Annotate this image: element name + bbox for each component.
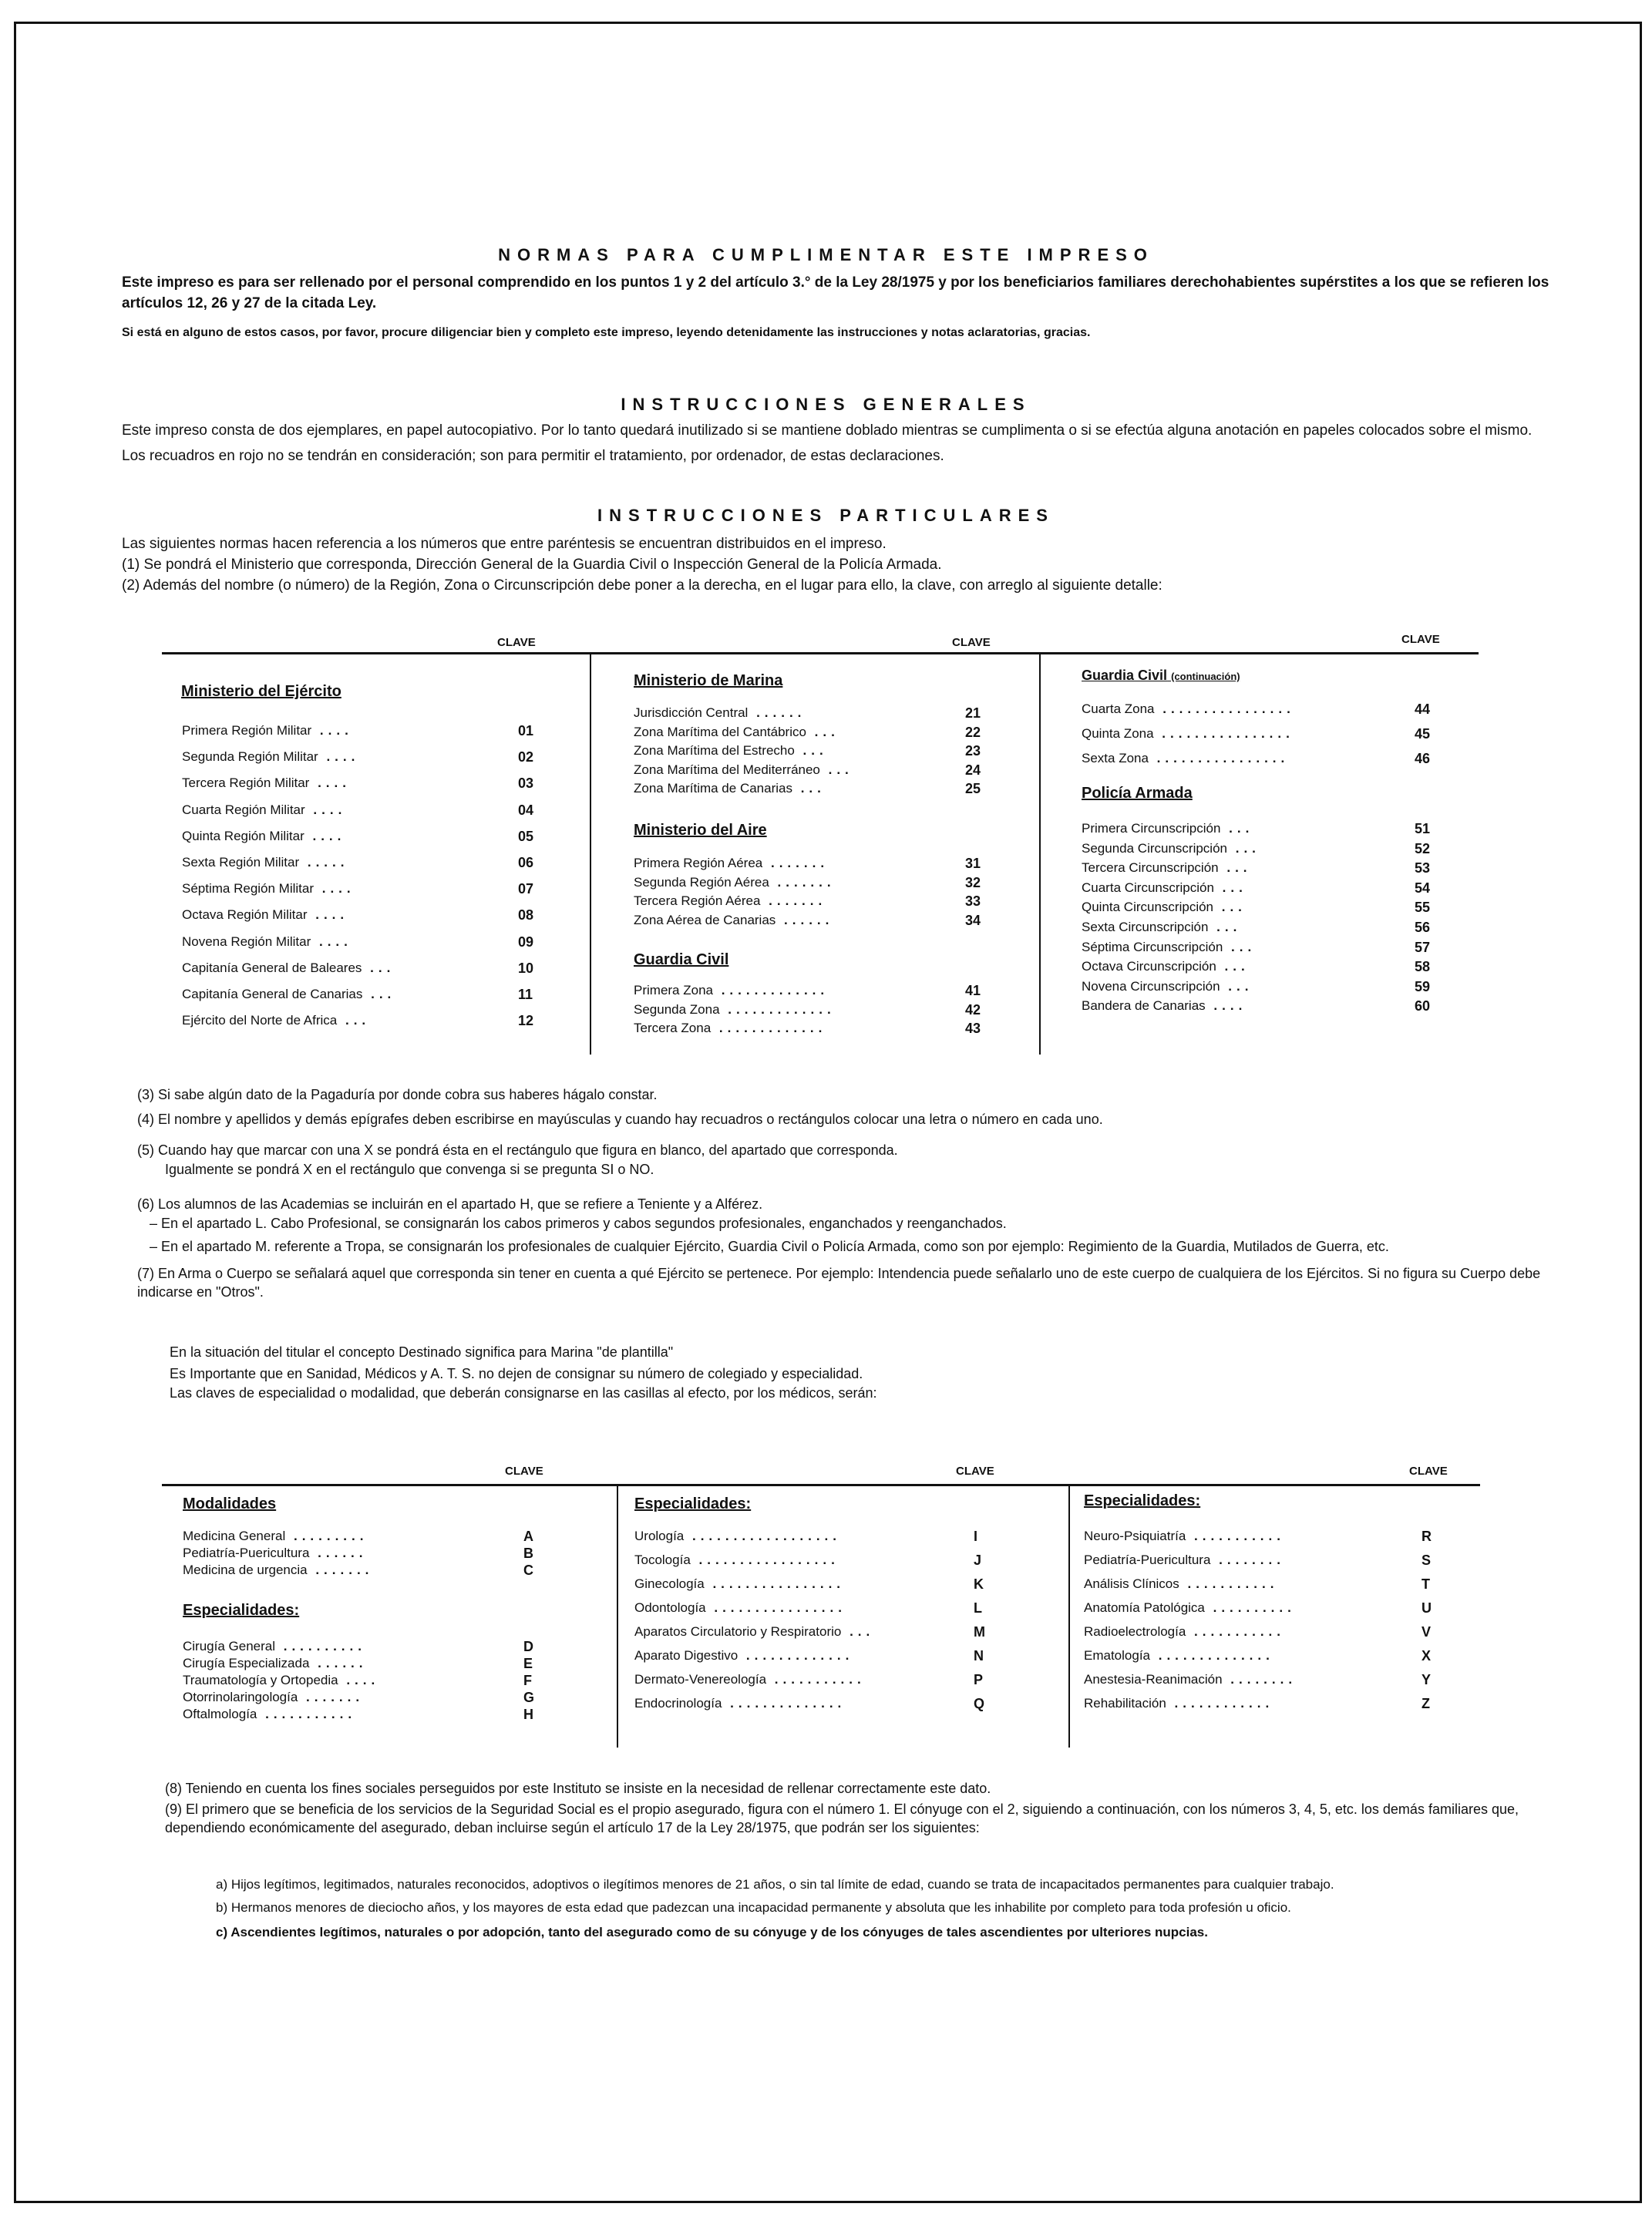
leader-dots: ....	[307, 907, 349, 923]
note-6a: (6) Los alumnos de las Academias se incluirán en el apartado H, que se refiere a Teniente y a Alférez.	[137, 1196, 763, 1212]
code-row	[1084, 1624, 1432, 1640]
code-row-label: Segunda Circunscripción	[1082, 840, 1227, 856]
code-row-label: Octava Circunscripción	[1082, 959, 1216, 974]
code-row-label: Traumatología y Ortopedia	[183, 1673, 338, 1687]
code-row	[183, 1546, 533, 1561]
especialidades-header-2: Especialidades:	[634, 1495, 752, 1512]
code-row-label: Anatomía Patológica	[1084, 1600, 1205, 1615]
code-row	[1082, 939, 1431, 955]
leader-dots: .....	[299, 855, 349, 870]
leader-dots: .............	[712, 983, 829, 997]
leader-dots: ................	[705, 1600, 846, 1615]
note-3: (3) Si sabe algún dato de la Pagaduría por donde cobra sus haberes hágalo constar.	[137, 1087, 658, 1102]
note-7: (7) En Arma o Cuerpo se señalará aquel que corresponda sin tener en cuenta a qué Ejército se pertenece. Por ejemplo: Intendencia puede señalarlo uno de este cuerpo de cualquiera de los Ejércitos. Si no figura su Cuerpo debe indicarse en "Otros".	[137, 1266, 1541, 1300]
leader-dots: ...	[794, 743, 828, 758]
code-row-label: Séptima Región Militar	[182, 881, 315, 897]
code-value: 51	[1415, 821, 1431, 836]
code-row-label: Segunda Región Militar	[182, 749, 318, 765]
leader-dots: ....	[338, 1673, 380, 1687]
note-5a: (5) Cuando hay que marcar con una X se pondrá ésta en el rectángulo que figura en blanco, del apartado que corresponda.	[137, 1142, 898, 1158]
leader-dots: ...	[1213, 900, 1247, 915]
code-row	[634, 912, 981, 928]
leader-dots: ...	[1220, 978, 1253, 994]
leader-dots: ................	[704, 1576, 846, 1591]
code-row	[634, 724, 981, 740]
sanidad-note: Es Importante que en Sanidad, Médicos y A. T. S. no dejen de consignar su número de colegiado y especialidad.	[170, 1366, 863, 1381]
code-value: P	[974, 1672, 984, 1687]
leader-dots: .................	[690, 1553, 839, 1567]
code-row-label: Ematología	[1084, 1648, 1150, 1663]
leader-dots: ..........	[275, 1639, 366, 1653]
leader-dots: ...........	[766, 1672, 866, 1687]
guardia-civil-cont-title: Guardia Civil	[1082, 668, 1168, 683]
code-row	[182, 802, 534, 818]
item-a: a) Hijos legítimos, legitimados, naturales reconocidos, adoptivos o ilegítimos menores de 21 años, o sin tal límite de edad, cuando se trata de incapacitados permanentes para cualquier trabajo.	[216, 1877, 1334, 1892]
note-5b: Igualmente se pondrá X en el rectángulo que convenga si se pregunta SI o NO.	[165, 1162, 654, 1177]
note-6b: – En el apartado L. Cabo Profesional, se consignarán los cabos primeros y cabos segundos profesionales, enganchados y reenganchados.	[150, 1216, 1007, 1231]
table1-divider-1	[590, 654, 591, 1055]
code-row	[182, 855, 534, 870]
situacion-note: En la situación del titular el concepto Destinado significa para Marina "de plantilla"	[170, 1344, 674, 1360]
ministerio-ejercito-header: Ministerio del Ejército	[181, 683, 342, 700]
code-row	[634, 1021, 981, 1036]
code-value: U	[1422, 1600, 1432, 1616]
code-value: 34	[965, 912, 981, 928]
code-value: 43	[965, 1021, 981, 1036]
leader-dots: .......	[769, 874, 836, 890]
leader-dots: ...	[806, 724, 839, 739]
code-row-label: Novena Región Militar	[182, 934, 311, 949]
code-row-label: Pediatría-Puericultura	[183, 1546, 310, 1560]
code-value: 21	[965, 705, 981, 721]
clave-header-1: CLAVE	[497, 636, 536, 649]
leader-dots: ......	[748, 705, 806, 720]
code-row-label: Aparato Digestivo	[634, 1648, 739, 1663]
code-row-label: Primera Zona	[634, 983, 713, 997]
code-row	[1084, 1600, 1432, 1616]
note-2: (2) Además del nombre (o número) de la Región, Zona o Circunscripción debe poner a la derecha, en el lugar para ello, la clave, con arreglo al siguiente detalle:	[122, 577, 1162, 594]
code-row-label: Sexta Región Militar	[182, 855, 300, 870]
code-value: 42	[965, 1001, 981, 1018]
code-row	[182, 1013, 534, 1029]
code-row	[1082, 978, 1431, 994]
especialidades-header-3: Especialidades:	[1084, 1492, 1201, 1509]
leader-dots: .......	[298, 1690, 365, 1704]
leader-dots: ...........	[257, 1707, 357, 1721]
code-value: 22	[965, 724, 981, 740]
code-value: T	[1422, 1576, 1430, 1592]
clave2-header-1: CLAVE	[505, 1465, 543, 1478]
code-row	[634, 1576, 984, 1592]
code-value: 02	[518, 749, 534, 765]
code-row	[1082, 880, 1431, 896]
leader-dots: ..........	[1204, 1600, 1296, 1615]
code-row	[634, 1672, 984, 1687]
leader-dots: ....	[1205, 998, 1247, 1014]
code-value: 33	[965, 893, 981, 909]
code-row	[183, 1690, 535, 1705]
code-value: S	[1422, 1553, 1432, 1568]
code-value: B	[523, 1546, 533, 1561]
code-value: 56	[1415, 920, 1431, 935]
code-row	[634, 743, 981, 759]
code-row	[1082, 860, 1431, 876]
code-row	[183, 1529, 533, 1544]
code-value: C	[523, 1563, 533, 1578]
code-row-label: Anestesia-Reanimación	[1084, 1672, 1223, 1687]
guardia-civil-header: Guardia Civil	[634, 951, 729, 968]
table2-divider-2	[1068, 1485, 1070, 1748]
code-value: Y	[1422, 1672, 1432, 1687]
code-row	[182, 749, 534, 765]
code-row-label: Neuro-Psiquiatría	[1084, 1529, 1186, 1543]
code-row-label: Odontología	[634, 1600, 706, 1615]
code-row-label: Zona Aérea de Canarias	[634, 912, 776, 927]
code-row-label: Jurisdicción Central	[634, 705, 749, 720]
leader-dots: ...	[841, 1624, 875, 1639]
code-value: 23	[965, 743, 981, 759]
code-value: 41	[965, 983, 981, 998]
code-row	[634, 781, 981, 796]
code-row	[1082, 726, 1431, 742]
leader-dots: ...	[819, 762, 853, 777]
code-value: I	[974, 1529, 978, 1544]
ministerio-marina-header: Ministerio de Marina	[634, 672, 783, 689]
code-row	[634, 1696, 985, 1711]
code-row	[634, 893, 981, 909]
item-b: b) Hermanos menores de dieciocho años, y los mayores de esta edad que padezcan una incapacidad permanente y absoluta que les inhabilite por completo para toda profesión u oficio.	[216, 1900, 1291, 1915]
code-row	[1082, 900, 1431, 916]
leader-dots: ......	[309, 1546, 368, 1560]
code-row-label: Medicina de urgencia	[183, 1563, 308, 1577]
leader-dots: ................	[1153, 726, 1294, 741]
code-value: M	[974, 1624, 985, 1640]
normas-paragraph-1: Este impreso es para ser rellenado por el personal comprendido en los puntos 1 y 2 del artículo 3.° de la Ley 28/1975 y por los beneficiarios familiares derechohabientes supérstites a los que se refieren los artículos 12, 26 y 27 de la citada Ley.	[122, 274, 1549, 311]
leader-dots: ...........	[1179, 1576, 1279, 1591]
code-row	[634, 856, 981, 871]
item-c: c) Ascendientes legítimos, naturales o por adopción, tanto del asegurado como de su cónyuge y de los cónyuges de tales ascendientes por ulteriores nupcias.	[216, 1925, 1208, 1939]
code-value: 55	[1415, 900, 1431, 916]
code-value: Z	[1422, 1696, 1430, 1711]
leader-dots: ........	[1210, 1553, 1285, 1567]
code-row-label: Urología	[634, 1529, 685, 1543]
leader-dots: ...........	[1186, 1529, 1285, 1543]
code-row-label: Tocología	[634, 1553, 691, 1567]
code-row-label: Primera Región Aérea	[634, 856, 763, 870]
modalidades-header: Modalidades	[183, 1495, 277, 1512]
code-row	[1082, 701, 1431, 717]
code-row-label: Zona Marítima del Estrecho	[634, 743, 795, 758]
code-row	[1082, 920, 1431, 935]
code-row	[1082, 751, 1431, 766]
code-value: K	[974, 1576, 984, 1592]
code-value: 58	[1415, 959, 1431, 975]
leader-dots: .........	[285, 1529, 368, 1543]
code-value: X	[1422, 1648, 1432, 1664]
leader-dots: ................	[1148, 751, 1290, 765]
code-row-label: Cuarta Circunscripción	[1082, 880, 1214, 895]
code-row	[183, 1639, 533, 1654]
code-value: 09	[518, 934, 534, 950]
note-1: (1) Se pondrá el Ministerio que corresponda, Dirección General de la Guardia Civil o Inspección General de la Policía Armada.	[122, 557, 942, 573]
code-row	[634, 874, 981, 890]
code-row	[634, 1600, 982, 1616]
code-row-label: Bandera de Canarias	[1082, 998, 1206, 1014]
leader-dots: ...	[337, 1013, 371, 1028]
especialidades-header-1: Especialidades:	[183, 1602, 300, 1619]
code-row-label: Cirugía Especializada	[183, 1656, 310, 1670]
code-value: 44	[1415, 701, 1431, 717]
code-row	[182, 960, 534, 976]
code-row	[182, 775, 534, 792]
note-6c: – En el apartado M. referente a Tropa, se consignarán los profesionales de cualquier Ejército, Guardia Civil o Policía Armada, como son por ejemplo: Regimiento de la Guardia, Mutilados de Guerra, etc.	[150, 1239, 1389, 1254]
code-row-label: Zona Marítima del Mediterráneo	[634, 762, 820, 777]
code-value: E	[523, 1656, 533, 1671]
code-row	[634, 1001, 981, 1018]
code-row	[1082, 998, 1431, 1014]
code-value: 06	[518, 855, 534, 870]
code-value: L	[974, 1600, 982, 1616]
code-value: R	[1422, 1529, 1432, 1544]
code-row	[1082, 821, 1431, 836]
code-row-label: Capitanía General de Canarias	[182, 987, 363, 1001]
code-value: 24	[965, 762, 981, 778]
code-row-label: Análisis Clínicos	[1084, 1576, 1179, 1591]
leader-dots: ....	[311, 723, 353, 738]
leader-dots: .............	[719, 1001, 836, 1017]
code-row-label: Cirugía General	[183, 1639, 276, 1653]
leader-dots: .......	[307, 1563, 374, 1577]
leader-dots: .......	[760, 893, 827, 908]
code-row-label: Dermato-Venereología	[634, 1672, 767, 1687]
leader-dots: ......	[309, 1656, 368, 1670]
code-value: 45	[1415, 726, 1431, 742]
code-value: D	[523, 1639, 533, 1654]
leader-dots: ....	[309, 775, 351, 791]
code-row-label: Segunda Zona	[634, 1001, 720, 1017]
code-row-label: Zona Marítima de Canarias	[634, 781, 792, 796]
code-row	[183, 1563, 533, 1578]
note-4: (4) El nombre y apellidos y demás epígrafes deben escribirse en mayúsculas y cuando hay recuadros o rectángulos colocar una letra o número en cada uno.	[137, 1112, 1103, 1127]
code-row-label: Tercera Zona	[634, 1021, 712, 1035]
leader-dots: ...	[362, 987, 396, 1001]
note-9: (9) El primero que se beneficia de los servicios de la Seguridad Social es el propio asegurado, figura con el número 1. El cónyuge con el 2, siguiendo a continuación, con los números 3, 4, 5, etc. los demás familiares que, dependiendo económicamente del asegurado, deban incluirse según el artículo 17 de la Ley 28/1975, que podrán ser los siguientes:	[165, 1802, 1519, 1835]
code-row	[1084, 1553, 1432, 1568]
leader-dots: .......	[762, 856, 829, 870]
code-row-label: Quinta Circunscripción	[1082, 900, 1214, 915]
leader-dots: ...	[1218, 860, 1252, 876]
code-value: 08	[518, 907, 534, 923]
code-value: 11	[518, 987, 533, 1002]
code-value: 60	[1415, 998, 1431, 1014]
leader-dots: ...........	[1186, 1624, 1285, 1639]
code-value: 07	[518, 881, 534, 897]
code-row	[182, 907, 534, 923]
code-value: 03	[518, 775, 534, 792]
leader-dots: ...	[1223, 939, 1257, 954]
code-value: G	[523, 1690, 535, 1705]
code-row-label: Cuarta Región Militar	[182, 802, 305, 817]
code-row-label: Aparatos Circulatorio y Respiratorio	[634, 1624, 842, 1639]
particulares-intro: Las siguientes normas hacen referencia a los números que entre paréntesis se encuentran distribuidos en el impreso.	[122, 536, 887, 552]
code-value: 54	[1415, 880, 1431, 896]
code-value: 04	[518, 802, 534, 818]
code-row-label: Zona Marítima del Cantábrico	[634, 724, 806, 739]
clave-header-3: CLAVE	[1401, 633, 1440, 646]
leader-dots: ..............	[722, 1696, 846, 1711]
code-row-label: Segunda Región Aérea	[634, 874, 769, 890]
code-row	[634, 1553, 982, 1568]
leader-dots: ......	[776, 912, 834, 927]
code-row	[182, 987, 533, 1002]
normas-title: NORMAS PARA CUMPLIMENTAR ESTE IMPRESO	[498, 245, 1154, 264]
code-row	[634, 983, 981, 998]
leader-dots: .............	[711, 1021, 827, 1035]
leader-dots: ................	[1154, 701, 1295, 716]
claves-especialidad-note: Las claves de especialidad o modalidad, que deberán consignarse en las casillas al efecto, por los médicos, serán:	[170, 1385, 877, 1401]
code-row	[1084, 1576, 1430, 1592]
leader-dots: ...	[1227, 840, 1260, 856]
leader-dots: ....	[304, 802, 347, 817]
code-value: N	[974, 1648, 984, 1664]
policia-armada-header: Policía Armada	[1082, 785, 1193, 802]
leader-dots: ............	[1166, 1696, 1274, 1711]
code-value: V	[1422, 1624, 1432, 1640]
leader-dots: ....	[304, 828, 346, 843]
code-row-label: Primera Circunscripción	[1082, 821, 1221, 836]
code-row-label: Séptima Circunscripción	[1082, 939, 1223, 954]
code-row	[1084, 1529, 1432, 1544]
guardia-civil-cont-header	[1082, 668, 1240, 684]
code-row-label: Primera Región Militar	[182, 723, 312, 738]
code-value: 05	[518, 828, 534, 844]
clave2-header-2: CLAVE	[956, 1465, 994, 1478]
code-value: 52	[1415, 840, 1431, 856]
generales-paragraph-2: Los recuadros en rojo no se tendrán en consideración; son para permitir el tratamiento, por ordenador, de estas declaraciones.	[122, 448, 944, 464]
code-row	[182, 881, 534, 897]
code-value: J	[974, 1553, 982, 1568]
code-row	[1084, 1696, 1430, 1711]
particulares-title: INSTRUCCIONES PARTICULARES	[597, 506, 1055, 525]
leader-dots: ....	[318, 749, 360, 765]
code-row-label: Quinta Zona	[1082, 726, 1154, 741]
table1-divider-2	[1039, 654, 1041, 1055]
code-row	[634, 762, 981, 778]
leader-dots: ..................	[684, 1529, 842, 1543]
code-row-label: Octava Región Militar	[182, 907, 308, 923]
code-row	[1082, 840, 1431, 856]
code-value: Q	[974, 1696, 985, 1711]
code-row-label: Endocrinología	[634, 1696, 722, 1711]
code-row-label: Otorrinolaringología	[183, 1690, 298, 1704]
code-row	[182, 828, 534, 844]
code-row	[182, 723, 534, 738]
leader-dots: ...	[1208, 920, 1242, 934]
code-value: H	[523, 1707, 533, 1722]
normas-paragraph-2: Si está en alguno de estos casos, por favor, procure diligenciar bien y completo este impreso, leyendo detenidamente las instrucciones y notas aclaratorias, gracias.	[122, 326, 1091, 339]
leader-dots: ..............	[1150, 1648, 1274, 1663]
code-row-label: Medicina General	[183, 1529, 286, 1543]
code-row	[183, 1656, 533, 1671]
code-row	[634, 705, 981, 721]
leader-dots: ....	[314, 881, 355, 897]
code-value: A	[523, 1529, 533, 1544]
leader-dots: ...	[792, 781, 826, 796]
code-row-label: Tercera Circunscripción	[1082, 860, 1219, 876]
code-row	[1084, 1648, 1432, 1664]
code-value: 01	[518, 723, 534, 738]
leader-dots: .............	[738, 1648, 854, 1663]
leader-dots: ...	[1220, 821, 1254, 836]
code-value: 53	[1415, 860, 1431, 876]
code-row	[183, 1707, 533, 1722]
code-row-label: Sexta Circunscripción	[1082, 920, 1209, 934]
code-row-label: Radioelectrología	[1084, 1624, 1186, 1639]
code-row-label: Pediatría-Puericultura	[1084, 1553, 1211, 1567]
code-value: 59	[1415, 978, 1431, 994]
table2-top-rule	[162, 1484, 1480, 1486]
ministerio-aire-header: Ministerio del Aire	[634, 822, 767, 839]
leader-dots: ........	[1222, 1672, 1297, 1687]
code-row-label: Rehabilitación	[1084, 1696, 1166, 1711]
code-row	[634, 1648, 984, 1664]
code-value: 57	[1415, 939, 1431, 955]
continuacion-note: (continuación)	[1171, 671, 1240, 682]
code-row	[634, 1624, 985, 1640]
code-value: 25	[965, 781, 981, 796]
code-row-label: Cuarta Zona	[1082, 701, 1155, 716]
code-row-label: Novena Circunscripción	[1082, 978, 1220, 994]
code-row	[634, 1529, 978, 1544]
code-row-label: Capitanía General de Baleares	[182, 960, 362, 975]
leader-dots: ...	[1216, 959, 1250, 974]
generales-paragraph-1: Este impreso consta de dos ejemplares, en papel autocopiativo. Por lo tanto quedará inutilizado si se mantiene doblado mientras se cumplimenta o si se efectúa alguna anotación en papeles colocados sobre el mismo.	[122, 422, 1533, 439]
leader-dots: ....	[311, 934, 352, 949]
leader-dots: ...	[1213, 880, 1247, 895]
clave-header-2: CLAVE	[952, 636, 991, 649]
code-value: 32	[965, 874, 981, 890]
code-row	[1084, 1672, 1432, 1687]
code-row-label: Tercera Región Aérea	[634, 893, 761, 908]
table1-top-rule	[162, 652, 1479, 654]
code-row-label: Oftalmología	[183, 1707, 257, 1721]
table2-divider-1	[617, 1485, 618, 1748]
code-value: 10	[518, 960, 534, 976]
code-value: F	[523, 1673, 532, 1688]
code-row-label: Quinta Región Militar	[182, 828, 304, 843]
code-value: 46	[1415, 751, 1431, 766]
code-row-label: Sexta Zona	[1082, 751, 1149, 765]
code-row-label: Ginecología	[634, 1576, 705, 1591]
code-row-label: Tercera Región Militar	[182, 775, 310, 791]
code-row	[1082, 959, 1431, 975]
note-8: (8) Teniendo en cuenta los fines sociales perseguidos por este Instituto se insiste en la necesidad de rellenar correctamente este dato.	[165, 1781, 991, 1796]
code-row	[182, 934, 534, 950]
leader-dots: ...	[362, 960, 395, 975]
code-value: 12	[518, 1013, 534, 1029]
code-value: 31	[965, 856, 981, 871]
code-row	[183, 1673, 532, 1688]
generales-title: INSTRUCCIONES GENERALES	[621, 395, 1031, 414]
code-row-label: Ejército del Norte de Africa	[182, 1013, 338, 1028]
clave2-header-3: CLAVE	[1409, 1465, 1448, 1478]
